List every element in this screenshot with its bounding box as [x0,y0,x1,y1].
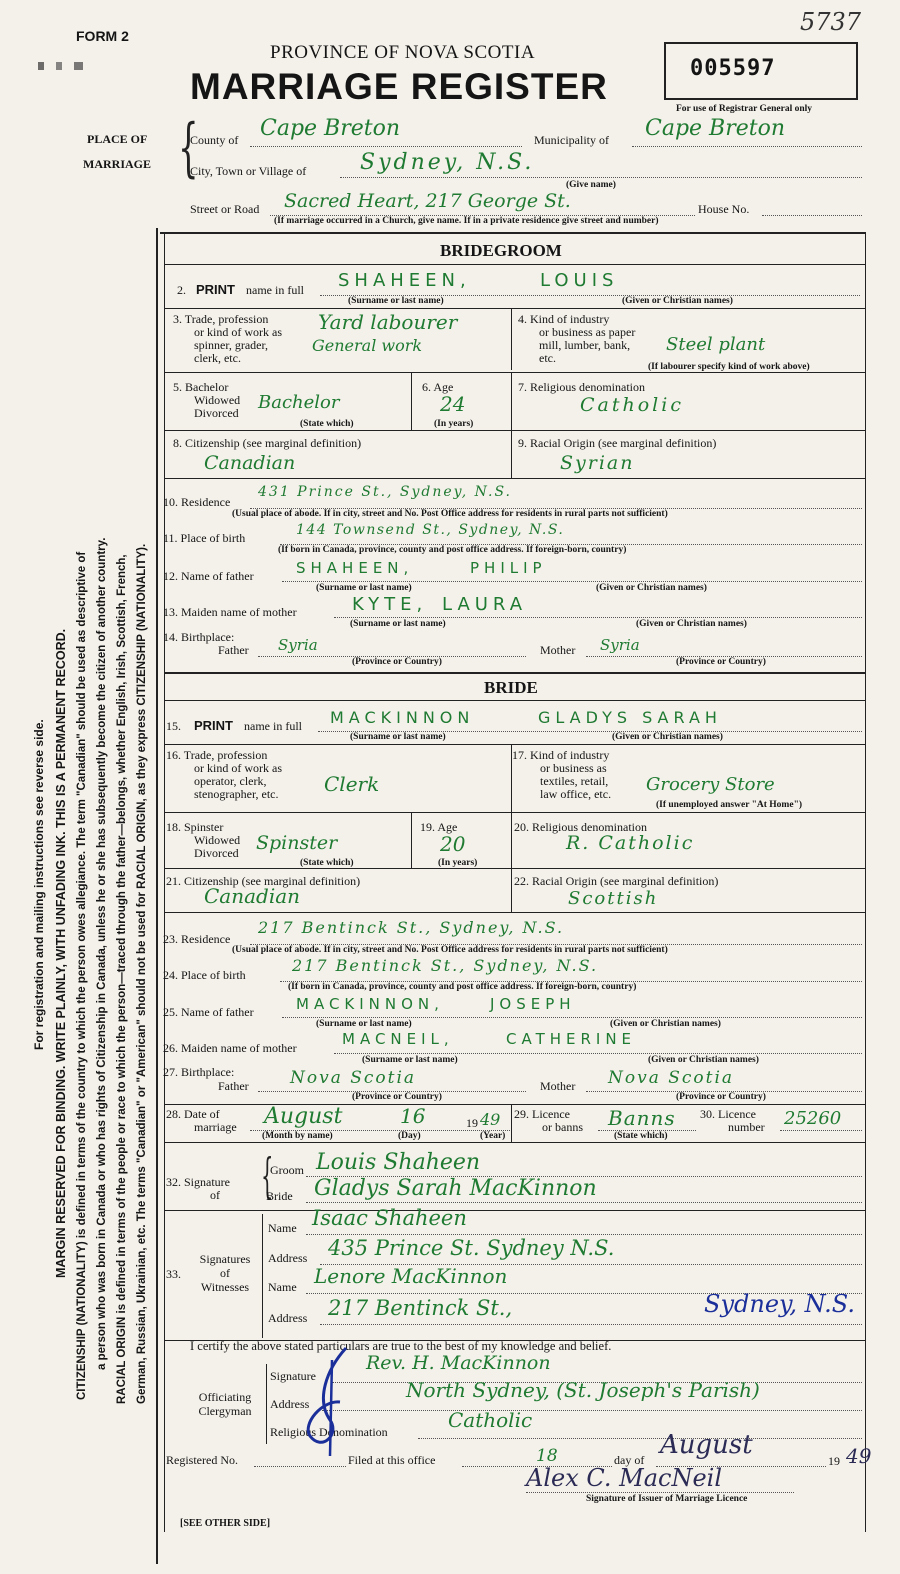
groom-residence-label: 10. Residence [163,495,231,509]
margin-binding-notice: MARGIN RESERVED FOR BINDING. WRITE PLAINLY, WITH UNFADING INK. THIS IS A PERMANENT RECORD. [54,628,68,1278]
groom-citizenship-label: 8. Citizenship (see marginal definition) [173,436,362,450]
bride-mother-given-note: (Given or Christian names) [648,1055,759,1065]
marriage-year: 49 [480,1110,501,1129]
bride-word: Bride [266,1189,293,1203]
filed-year-prefix: 19 [828,1454,840,1468]
bride-father-label: 25. Name of father [163,1005,254,1019]
bride-residence: 217 Bentinck St., Sydney, N.S. [258,918,565,937]
place-of-label: PLACE OF [87,132,148,146]
groom-mother-surname-note: (Surname or last name) [350,619,446,629]
bride-signature: Gladys Sarah MacKinnon [314,1176,597,1201]
groom-father-given-note: (Given or Christian names) [596,583,707,593]
bride-status: Spinster [256,832,338,854]
groom-father-label: 12. Name of father [163,569,254,583]
city-value: Sydney, N.S. [360,150,535,175]
w1-name-word: Name [268,1221,297,1235]
clergy-religion-label: Religious Denomination [270,1425,388,1439]
bride-mother-bp-note: (Province or Country) [676,1092,766,1102]
bride-mother-surname: MACNEIL, [342,1030,454,1048]
bride-birthplace: 217 Bentinck St., Sydney, N.S. [292,956,599,975]
groom-industry-label: 4. Kind of industry or business as paper mill, lumber, bank, etc. [518,312,636,365]
groom-mother-label: 13. Maiden name of mother [163,605,297,619]
groom-residence: 431 Prince St., Sydney, N.S. [258,484,512,500]
groom-citizenship: Canadian [204,452,296,474]
groom-word: Groom [270,1163,304,1177]
bride-birthplace-note: (If born in Canada, province, county and post office address. If foreign-born, country) [288,982,637,992]
groom-surname-note: (Surname or last name) [348,296,444,306]
w1-address-word: Address [268,1251,308,1265]
county-value: Cape Breton [260,116,401,141]
bridegroom-heading: BRIDEGROOM [440,241,562,260]
groom-signature: Louis Shaheen [316,1150,481,1175]
groom-residence-note: (Usual place of abode. If in city, street and No. Post Office address for residents in rural parts not sufficient) [232,509,668,519]
bride-father-surname-note: (Surname or last name) [316,1019,412,1029]
street-note: (If marriage occurred in a Church, give name. If in a private residence give street and number) [274,216,659,226]
bride-age-note: (In years) [438,858,478,868]
corner-note: 5737 [800,8,862,36]
groom-industry-note: (If labourer specify kind of work above) [648,362,810,372]
bride-religion: R. Catholic [566,832,695,854]
w2-address-word: Address [268,1311,308,1325]
bride-industry-note: (If unemployed answer "At Home") [656,800,803,810]
registered-no-label: Registered No. [166,1453,238,1467]
bride-father-surname: MACKINNON, [296,995,444,1013]
ink-mark [38,62,98,70]
witness-2-address-city: Sydney, N.S. [704,1290,855,1318]
licence-number: 25260 [784,1108,842,1129]
marriage-year-prefix: 19 [466,1116,478,1130]
groom-trade-1: Yard labourer [318,310,458,334]
margin-citizenship-definition: CITIZENSHIP (NATIONALITY) is defined in terms of the country to which the person owes allegiance. The term "Canadian" should be used as descriptive of [76,551,88,1400]
street-value: Sacred Heart, 217 George St. [284,190,571,212]
licence-or-banns: Banns [608,1106,676,1130]
groom-status: Bachelor [258,392,340,413]
witness-2-name: Lenore MacKinnon [314,1264,508,1288]
groom-mother-birthplace: Syria [600,636,640,654]
marriage-label: MARRIAGE [83,157,151,171]
bride-father-given: JOSEPH [490,995,576,1013]
groom-trade-2: General work [312,336,423,355]
street-label: Street or Road [190,202,260,216]
groom-trade-label: 3. Trade, profession or kind of work as spinner, grader, clerk, etc. [173,312,282,365]
bride-mother-word: Mother [540,1079,576,1093]
groom-name-num: 2. [177,283,186,297]
signature-of-label: 32. Signature of [166,1175,230,1202]
clergy-ink-flourish [296,1340,376,1460]
place-brace: { [178,111,199,185]
groom-name-label: name in full [246,283,304,297]
bride-mother-label: 26. Maiden name of mother [163,1041,297,1055]
groom-age: 24 [440,392,466,416]
bride-status-note: (State which) [300,858,354,868]
bride-father-bp-note: (Province or Country) [352,1092,442,1102]
municipality-value: Cape Breton [645,116,786,141]
bride-mother-given: CATHERINE [506,1030,637,1048]
groom-birthplace-note: (If born in Canada, province, county and post office address. If foreign-born, country) [278,545,627,555]
groom-status-note: (State which) [300,419,354,429]
give-name-note: (Give name) [566,180,616,190]
municipality-label: Municipality of [534,133,609,147]
bride-given: GLADYS SARAH [538,708,722,727]
bride-mother-birthplace: Nova Scotia [608,1068,735,1088]
groom-given: LOUIS [540,270,619,291]
bride-heading: BRIDE [484,678,538,697]
groom-religion: Catholic [580,394,684,416]
bride-surname-note: (Surname or last name) [350,732,446,742]
clergy-signature-label: Signature [270,1369,316,1383]
certify-statement: I certify the above stated particulars are true to the best of my knowledge and belief. [190,1339,612,1353]
w2-name-word: Name [268,1280,297,1294]
day-note: (Day) [398,1131,421,1141]
issuer-label: Signature of Issuer of Marriage Licence [586,1494,748,1504]
groom-mother-given: LAURA [442,594,528,615]
marriage-month: August [264,1104,343,1129]
groom-birthplace-label: 11. Place of birth [163,531,246,545]
witness-2-address: 217 Bentinck St., [328,1296,513,1320]
signature-brace: { [261,1148,274,1204]
groom-given-note: (Given or Christian names) [622,296,733,306]
licence-state-note: (State which) [614,1131,668,1141]
clergy-address: North Sydney, (St. Joseph's Parish) [406,1378,760,1402]
groom-religion-label: 7. Religious denomination [518,380,645,394]
groom-age-label: 6. Age [422,380,454,394]
bride-given-note: (Given or Christian names) [612,732,723,742]
groom-father-bp-note: (Province or Country) [352,657,442,667]
bride-racial-label: 22. Racial Origin (see marginal definition) [514,874,719,888]
groom-racial: Syrian [560,452,635,474]
witness-1-address: 435 Prince St. Sydney N.S. [328,1236,615,1260]
city-label: City, Town or Village of [190,164,307,178]
house-label: House No. [698,202,750,216]
bride-father-birthplace: Nova Scotia [290,1068,417,1088]
date-of-marriage-label: 28. Date of marriage [166,1107,237,1134]
bride-industry: Grocery Store [646,774,775,795]
form-number: FORM 2 [76,28,129,44]
groom-mother-bp-note: (Province or Country) [676,657,766,667]
margin-instructions: For registration and mailing instructions see reverse side. [32,719,46,1050]
bride-age: 20 [440,832,466,856]
bride-print-word: PRINT [194,718,233,733]
groom-father-given: PHILIP [470,559,547,577]
margin-citizenship-definition-2: a person who was born in Canada or who has rights of Citizenship in Canada, unless he or she has subsequently become the citizen of another country. [96,537,108,1370]
bride-citizenship: Canadian [204,884,301,908]
groom-father-word: Father [218,643,249,657]
bride-mother-surname-note: (Surname or last name) [362,1055,458,1065]
issuer-signature: Alex C. MacNeil [526,1464,723,1492]
bride-age-label: 19. Age [420,820,458,834]
groom-print-word: PRINT [196,282,235,297]
bride-trade: Clerk [324,772,380,796]
bride-residence-note: (Usual place of abode. If in city, street and No. Post Office address for residents in rural parts not sufficient) [232,945,668,955]
page-title: MARRIAGE REGISTER [190,66,608,107]
bride-trade-label: 16. Trade, profession or kind of work as operator, clerk, stenographer, etc. [166,748,282,801]
bride-name-num: 15. [166,719,181,733]
bride-birthplaces-label: 27. Birthplace: [163,1065,235,1079]
bride-citizenship-label: 21. Citizenship (see marginal definition) [166,874,361,888]
groom-father-surname: SHAHEEN, [296,559,414,577]
clergy-signature: Rev. H. MacKinnon [366,1352,551,1374]
month-note: (Month by name) [262,1131,333,1141]
marriage-day: 16 [400,1104,426,1128]
bride-racial: Scottish [568,888,659,909]
year-note: (Year) [480,1131,506,1141]
groom-racial-label: 9. Racial Origin (see marginal definition) [518,436,717,450]
registration-number: 005597 [690,56,776,81]
groom-industry: Steel plant [666,334,766,355]
filed-year: 49 [846,1444,872,1468]
bride-birthplace-label: 24. Place of birth [163,968,246,982]
day-of-label: day of [614,1453,645,1467]
bride-name-label: name in full [244,719,302,733]
groom-age-note: (In years) [434,419,474,429]
province-title: PROVINCE OF NOVA SCOTIA [270,42,536,63]
filed-label: Filed at this office [348,1453,436,1467]
bride-father-word: Father [218,1079,249,1093]
licence-label: 29. Licence or banns [514,1107,583,1134]
groom-status-label: 5. Bachelor Widowed Divorced [173,380,241,420]
bride-industry-label: 17. Kind of industry or business as textiles, retail, law office, etc. [512,748,612,801]
filed-month: August [660,1430,753,1460]
bride-surname: MACKINNON [330,708,475,727]
groom-father-surname-note: (Surname or last name) [316,583,412,593]
groom-birthplace: 144 Townsend St., Sydney, N.S. [296,522,565,538]
clergyman-label: Officiating Clergyman [198,1390,252,1418]
see-other-side: [SEE OTHER SIDE] [180,1518,271,1529]
clergy-address-label: Address [270,1397,310,1411]
groom-mother-surname: KYTE, [352,594,428,615]
registrar-note: For use of Registrar General only [676,104,813,114]
county-label: County of [190,133,239,147]
bride-status-label: 18. Spinster Widowed Divorced [166,820,241,860]
witnesses-num: 33. [166,1267,181,1281]
witness-1-name: Isaac Shaheen [312,1206,467,1230]
margin-racial-definition: RACIAL ORIGIN is defined in terms of the people or race to which the person—traced through the father—belongs, whether English, Irish, Scottish, French, [116,554,128,1404]
licence-number-label: 30. Licence number [700,1107,765,1134]
margin-racial-definition-2: German, Russian, Ukrainian, etc. The terms "Canadian" or "American" should not be used for RACIAL ORIGIN, as they express CITIZENSHIP (NATIONALITY). [136,543,148,1404]
bride-residence-label: 23. Residence [163,932,231,946]
groom-birthplaces-label: 14. Birthplace: [163,630,235,644]
groom-father-birthplace: Syria [278,636,318,654]
groom-surname: SHAHEEN, [338,270,471,291]
bride-religion-label: 20. Religious denomination [514,820,647,834]
groom-mother-given-note: (Given or Christian names) [636,619,747,629]
groom-mother-word: Mother [540,643,576,657]
witnesses-label: Signatures of Witnesses [199,1252,251,1294]
clergy-religion: Catholic [448,1408,533,1432]
filed-day: 18 [536,1446,558,1466]
bride-father-given-note: (Given or Christian names) [610,1019,721,1029]
